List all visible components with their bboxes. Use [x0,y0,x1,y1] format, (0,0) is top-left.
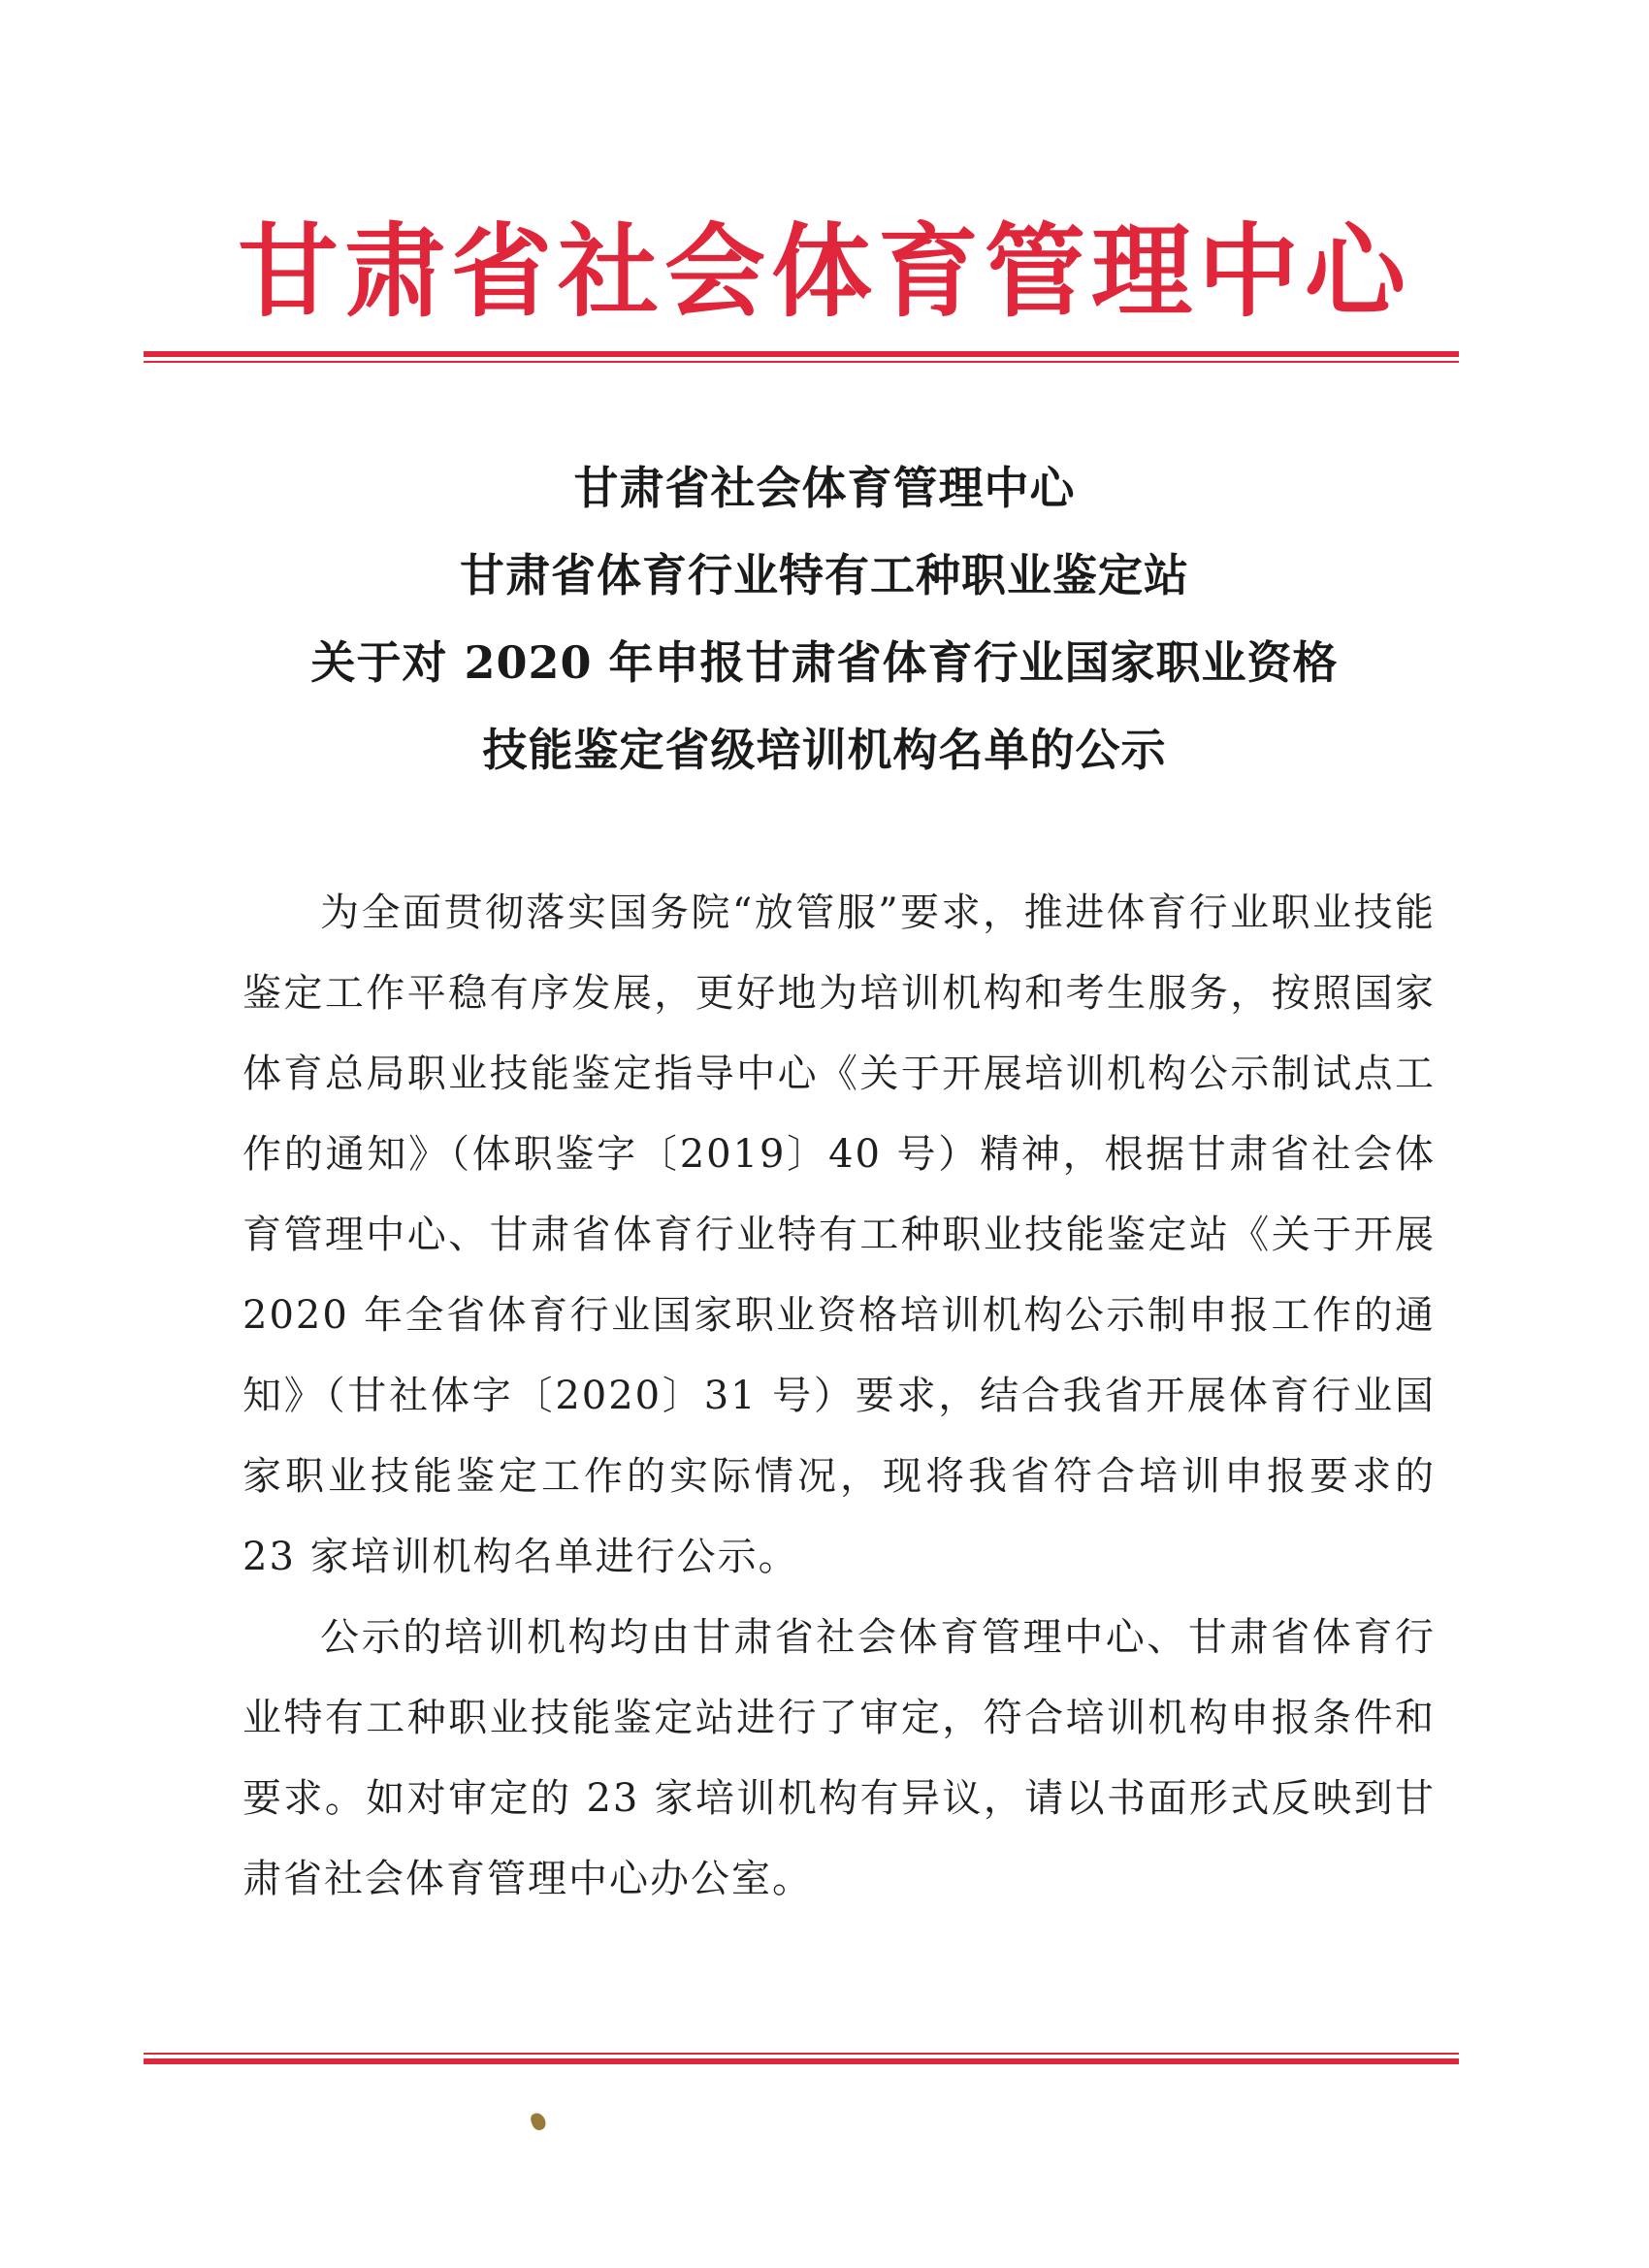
document-body [242,873,1436,1920]
letterhead-title: 甘肃省社会体育管理中心 [237,212,1411,331]
title-line-1: 甘肃省社会体育管理中心 [573,462,1076,514]
document-title [0,444,1649,794]
footer-divider [144,2053,1459,2064]
letterhead-divider-top [144,351,1459,363]
scan-speck-mark [529,2111,547,2132]
body-paragraph-1: 为全面贯彻落实国务院“放管服”要求，推进体育行业职业技能鉴定工作平稳有序发展，更好地为培训机构和考生服务，按照国家体育总局职业技能鉴定指导中心《关于开展培训机构公示制试点工作的通知》（体职鉴字〔2019〕40 号）精神，根据甘肃省社会体育管理中心、甘肃省体育行业特有工种职业技能鉴定站《关于开展 2020 年全省体育行业国家职业资格培训机构公示制申报工作的通知》（甘社体字〔2020〕31 号）要求，结合我省开展体育行业国家职业技能鉴定工作的实际情况，现将我省符合培训申报要求的 23 家培训机构名单进行公示。 [242,891,1436,1579]
title-line-2: 甘肃省体育行业特有工种职业鉴定站 [460,549,1189,601]
title-line-4: 技能鉴定省级培训机构名单的公示 [482,724,1167,776]
body-paragraph-2: 公示的培训机构均由甘肃省社会体育管理中心、甘肃省体育行业特有工种职业技能鉴定站进行了审定，符合培训机构申报条件和要求。如对审定的 23 家培训机构有异议，请以书面形式反映到甘肃省社会体育管理中心办公室。 [242,1615,1436,1901]
title-line-3: 关于对 2020 年申报甘肃省体育行业国家职业资格 [310,636,1339,689]
